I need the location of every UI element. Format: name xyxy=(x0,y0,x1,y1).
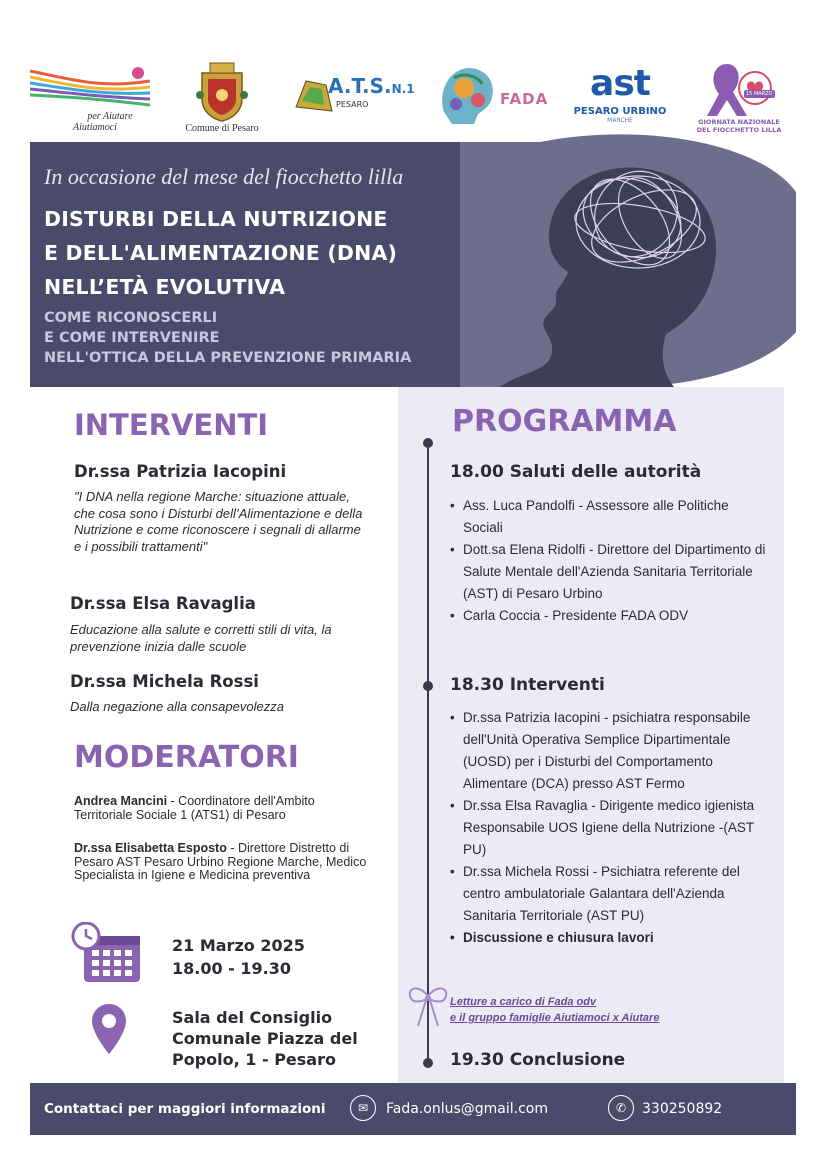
speaker-name: Dr.ssa Patrizia Iacopini xyxy=(74,462,287,481)
moderatori-heading: MODERATORI xyxy=(74,740,299,775)
title-line: E DELL'ALIMENTAZIONE (DNA) xyxy=(44,241,398,265)
aiutare-text: per Aiutare xyxy=(87,111,133,122)
list-item: • Ass. Luca Pandolfi - Assessore alle Politiche Sociali xyxy=(450,495,770,539)
list-item: • Carla Coccia - Presidente FADA ODV xyxy=(450,605,770,627)
timeline-dot xyxy=(423,1058,433,1068)
event-poster xyxy=(30,52,796,1135)
ats-city: PESARO xyxy=(336,100,369,109)
moderator-name: Andrea Mancini xyxy=(74,794,168,808)
event-subtitle xyxy=(44,308,484,368)
letture-line: e il gruppo famiglie Aiutiamoci x Aiutare xyxy=(450,1012,660,1024)
ast-subtitle: PESARO URBINO xyxy=(573,106,667,117)
moderator-role: - Direttore Distretto di Pesaro AST Pesaro Urbino Regione Marche, Medico Specialista in Igiene e Medicina preventiva xyxy=(74,841,367,882)
list-item: • Discussione e chiusura lavori xyxy=(450,927,770,949)
aiutiamoci-logo xyxy=(30,56,150,136)
lilac-bow-icon xyxy=(408,982,448,1028)
contact-phone[interactable]: 330250892 xyxy=(642,1101,723,1117)
ribbons-icon xyxy=(30,59,150,111)
list-item: • Dr.ssa Elsa Ravaglia - Dirigente medico igienista Responsabile UOS Igiene della Nutrizione -(AST PU) xyxy=(450,795,770,861)
location-pin-icon xyxy=(92,1004,126,1054)
comune-text: Comune di Pesaro xyxy=(185,122,259,134)
aiutiamoci-text: Aiutiamoci xyxy=(73,122,117,133)
phone-icon: ✆ xyxy=(608,1095,634,1121)
fada-head-icon xyxy=(434,62,500,128)
contact-footer xyxy=(30,1083,796,1135)
ast-logo xyxy=(573,60,667,130)
session-list xyxy=(450,707,770,949)
session-title: 18.00 Saluti delle autorità xyxy=(450,462,702,482)
speaker-name: Dr.ssa Elsa Ravaglia xyxy=(70,594,256,613)
speaker-talk: "I DNA nella regione Marche: situazione attuale, che cosa sono i Disturbi dell’Alimentazione e della Nutrizione e come riconoscere i segnali di allarme e i possibili trattamenti" xyxy=(74,489,363,554)
title-line: DISTURBI DELLA NUTRIZIONE xyxy=(44,207,388,231)
title-line: NELL’ETÀ EVOLUTIVA xyxy=(44,275,286,299)
moderator-2 xyxy=(74,842,374,883)
ats-text: A.T.S. xyxy=(328,74,392,98)
giornata-date: 15 MARZO xyxy=(746,91,773,97)
coat-of-arms-icon xyxy=(196,59,248,123)
list-item: • Dott.sa Elena Ridolfi - Direttore del Dipartimento di Salute Mentale dell'Azienda Sanitaria Territoriale (AST) di Pesaro Urbino xyxy=(450,539,770,605)
place-line: Comunale Piazza del xyxy=(172,1029,358,1048)
ast-region: MARCHE xyxy=(607,117,633,124)
session-title: 19.30 Conclusione xyxy=(450,1050,626,1070)
speaker-talk: Educazione alla salute e corretti stili di vita, la prevenzione inizia dalle scuole xyxy=(70,622,332,654)
event-title xyxy=(44,202,484,304)
subtitle-line: E COME INTERVENIRE xyxy=(44,330,220,346)
giornata-text-1: GIORNATA NAZIONALE xyxy=(698,118,780,126)
timeline-line xyxy=(427,442,429,1062)
head-illustration xyxy=(460,122,796,392)
place-line: Popolo, 1 - Pesaro xyxy=(172,1050,336,1069)
moderator-name: Dr.ssa Elisabetta Esposto xyxy=(74,841,227,855)
letture-note xyxy=(450,994,659,1026)
event-place xyxy=(172,1007,358,1070)
contact-label: Contattaci per maggiori informazioni xyxy=(44,1101,326,1117)
ast-text: ast xyxy=(590,63,650,104)
list-item: • Dr.ssa Michela Rossi - Psichiatra referente del centro ambulatoriale Galantara dell'Azienda Sanitaria Territoriale (AST PU) xyxy=(450,861,770,927)
event-time: 18.00 - 19.30 xyxy=(172,959,291,978)
tagline: In occasione del mese del fiocchetto lilla xyxy=(44,164,404,189)
speaker-name: Dr.ssa Michela Rossi xyxy=(70,672,259,691)
list-item: • Dr.ssa Patrizia Iacopini - psichiatra responsabile dell'Unità Operativa Semplice Dipartimentale (UOSD) per i Disturbi del Comportamento Alimentare (DCA) presso AST Fermo xyxy=(450,707,770,795)
comune-logo xyxy=(182,52,262,140)
calendar-icon xyxy=(70,922,142,984)
timeline-dot xyxy=(423,438,433,448)
moderator-role: - Coordinatore dell'Ambito Territoriale Sociale 1 (ATS1) di Pesaro xyxy=(74,794,315,822)
ats-number: N.1 xyxy=(391,82,415,96)
lilac-ribbon-icon xyxy=(699,60,779,118)
fada-text: FADA xyxy=(500,90,549,108)
event-date: 21 Marzo 2025 xyxy=(172,936,305,955)
mail-icon: ✉ xyxy=(350,1095,376,1121)
place-line: Sala del Consiglio xyxy=(172,1008,333,1027)
ats-logo xyxy=(292,68,415,124)
timeline-dot xyxy=(423,681,433,691)
letture-line: Letture a carico di Fada odv xyxy=(450,996,597,1008)
fada-logo xyxy=(434,60,549,130)
moderator-1 xyxy=(74,795,374,822)
giornata-text-2: DEL FIOCCHETTO LILLA xyxy=(696,126,782,134)
session-list xyxy=(450,495,770,627)
session-title: 18.30 Interventi xyxy=(450,675,605,695)
contact-email[interactable]: Fada.onlus@gmail.com xyxy=(386,1101,548,1117)
speaker-talk: Dalla negazione alla consapevolezza xyxy=(70,699,284,714)
subtitle-line: NELL'OTTICA DELLA PREVENZIONE PRIMARIA xyxy=(44,350,412,366)
programma-heading: PROGRAMMA xyxy=(452,404,677,439)
interventi-heading: INTERVENTI xyxy=(74,408,269,442)
subtitle-line: COME RICONOSCERLI xyxy=(44,310,218,326)
